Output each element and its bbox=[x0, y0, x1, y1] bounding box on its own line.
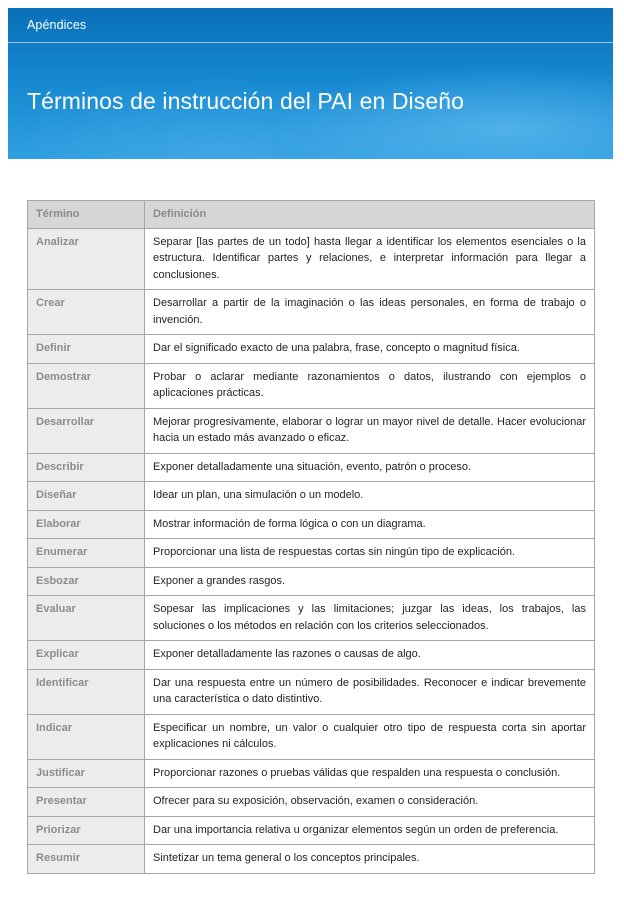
header-banner bbox=[8, 8, 613, 159]
term-cell: Definir bbox=[28, 335, 145, 364]
section-label: Apéndices bbox=[27, 18, 87, 32]
definition-cell: Dar una respuesta entre un número de posibilidades. Reconocer e indicar brevemente una característica o dato distintivo. bbox=[145, 669, 595, 714]
column-header-term: Término bbox=[28, 201, 145, 229]
definition-cell: Ofrecer para su exposición, observación, examen o consideración. bbox=[145, 788, 595, 817]
table-row bbox=[28, 759, 595, 788]
table-row bbox=[28, 335, 595, 364]
definition-cell: Exponer detalladamente una situación, evento, patrón o proceso. bbox=[145, 453, 595, 482]
table-row bbox=[28, 228, 595, 290]
term-cell: Identificar bbox=[28, 669, 145, 714]
term-cell: Evaluar bbox=[28, 596, 145, 641]
term-cell: Explicar bbox=[28, 641, 145, 670]
table-row bbox=[28, 453, 595, 482]
definition-cell: Sopesar las implicaciones y las limitaciones; juzgar las ideas, los trabajos, las soluciones o los métodos en relación con los criterios seleccionados. bbox=[145, 596, 595, 641]
term-cell: Diseñar bbox=[28, 482, 145, 511]
definition-cell: Sintetizar un tema general o los conceptos principales. bbox=[145, 845, 595, 874]
table-row bbox=[28, 539, 595, 568]
term-cell: Enumerar bbox=[28, 539, 145, 568]
table-row bbox=[28, 669, 595, 714]
table-row bbox=[28, 845, 595, 874]
term-cell: Analizar bbox=[28, 228, 145, 290]
table-body bbox=[28, 228, 595, 873]
definition-cell: Especificar un nombre, un valor o cualquier otro tipo de respuesta corta sin aportar explicaciones ni cálculos. bbox=[145, 714, 595, 759]
definition-cell: Dar una importancia relativa u organizar elementos según un orden de preferencia. bbox=[145, 816, 595, 845]
definition-cell: Proporcionar razones o pruebas válidas que respalden una respuesta o conclusión. bbox=[145, 759, 595, 788]
definition-cell: Proporcionar una lista de respuestas cortas sin ningún tipo de explicación. bbox=[145, 539, 595, 568]
table-row bbox=[28, 714, 595, 759]
table-row bbox=[28, 363, 595, 408]
table-row bbox=[28, 482, 595, 511]
page-title: Términos de instrucción del PAI en Diseño bbox=[27, 88, 465, 114]
table-row bbox=[28, 290, 595, 335]
term-cell: Priorizar bbox=[28, 816, 145, 845]
term-cell: Crear bbox=[28, 290, 145, 335]
term-cell: Resumir bbox=[28, 845, 145, 874]
definition-cell: Exponer a grandes rasgos. bbox=[145, 567, 595, 596]
table-row bbox=[28, 510, 595, 539]
table-row bbox=[28, 596, 595, 641]
term-cell: Desarrollar bbox=[28, 408, 145, 453]
definition-cell: Probar o aclarar mediante razonamientos o datos, ilustrando con ejemplos o aplicaciones prácticas. bbox=[145, 363, 595, 408]
definition-cell: Exponer detalladamente las razones o causas de algo. bbox=[145, 641, 595, 670]
table-row bbox=[28, 408, 595, 453]
header-divider bbox=[8, 42, 613, 43]
table-row bbox=[28, 641, 595, 670]
definition-cell: Mejorar progresivamente, elaborar o lograr un mayor nivel de detalle. Hacer evolucionar hacia un estado más avanzado o eficaz. bbox=[145, 408, 595, 453]
definition-cell: Idear un plan, una simulación o un modelo. bbox=[145, 482, 595, 511]
term-cell: Describir bbox=[28, 453, 145, 482]
terms-table bbox=[27, 200, 595, 874]
definition-cell: Separar [las partes de un todo] hasta llegar a identificar los elementos esenciales o la estructura. Identificar partes y relaciones, e interpretar información para llegar a conclusiones. bbox=[145, 228, 595, 290]
definition-cell: Mostrar información de forma lógica o con un diagrama. bbox=[145, 510, 595, 539]
table-row bbox=[28, 788, 595, 817]
term-cell: Elaborar bbox=[28, 510, 145, 539]
table-header-row bbox=[28, 201, 595, 229]
term-cell: Demostrar bbox=[28, 363, 145, 408]
column-header-definition: Definición bbox=[145, 201, 595, 229]
term-cell: Presentar bbox=[28, 788, 145, 817]
table-row bbox=[28, 816, 595, 845]
term-cell: Justificar bbox=[28, 759, 145, 788]
definition-cell: Desarrollar a partir de la imaginación o las ideas personales, en forma de trabajo o invención. bbox=[145, 290, 595, 335]
table-row bbox=[28, 567, 595, 596]
definition-cell: Dar el significado exacto de una palabra, frase, concepto o magnitud física. bbox=[145, 335, 595, 364]
term-cell: Indicar bbox=[28, 714, 145, 759]
term-cell: Esbozar bbox=[28, 567, 145, 596]
